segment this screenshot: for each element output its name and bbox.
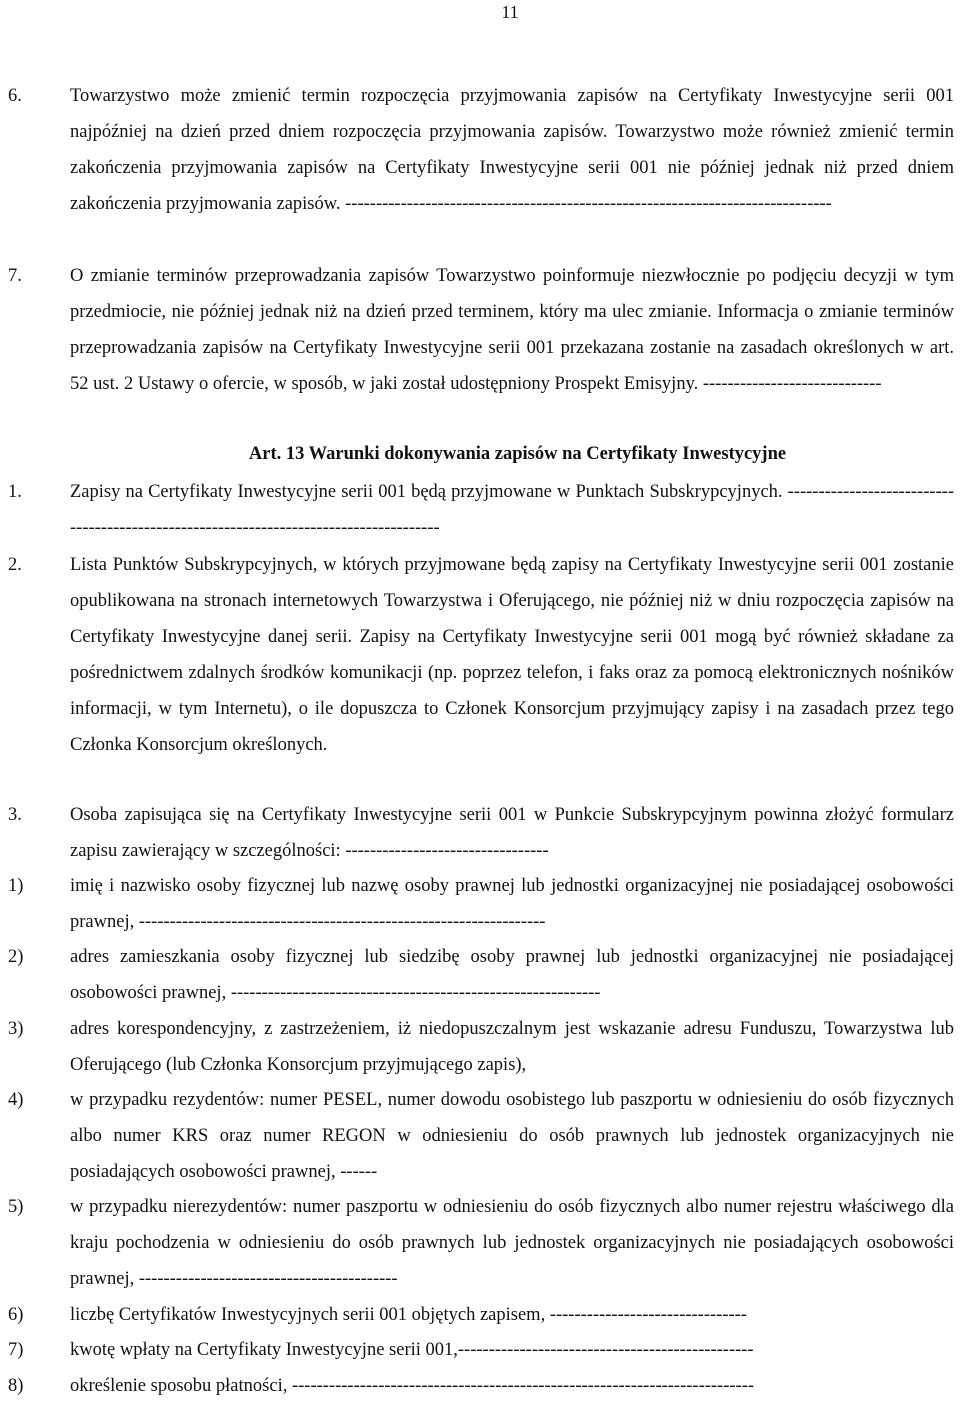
list-text: w przypadku rezydentów: numer PESEL, numer dowodu osobistego lub paszportu w odniesieniu do osób fizycznych albo numer KRS oraz numer REGON w odniesieniu do osób prawnych lub jednostek organizacyjnych nie posiadających osobowości prawnej, ------ [70, 1090, 954, 1182]
list-text: adres korespondencyjny, z zastrzeżeniem, iż niedopuszczalnym jest wskazanie adresu Funduszu, Towarzystwa lub Oferującego (lub Członka Konsorcjum przyjmującego zapis), [70, 1019, 954, 1075]
page-number: 11 [501, 2, 519, 22]
list-text: Lista Punktów Subskrypcyjnych, w których przyjmowane będą zapisy na Certyfikaty Inwestycyjne serii 001 zostanie opublikowana na stronach internetowych Towarzystwa i Oferującego, nie później niż w dniu rozpoczęcia zapisów na Certyfikaty Inwestycyjne danej serii. Zapisy na Certyfikaty Inwestycyjne serii 001 mogą być również składane za pośrednictwem zdalnych środków komunikacji (np. poprzez telefon, i faks oraz za pomocą elektronicznych nośników informacji, w tym Internetu), o ile dopuszcza to Członek Konsorcjum przyjmujący zapisy i na zasadach przez tego Członka Konsorcjum określonych. [70, 555, 954, 755]
list-text: Osoba zapisująca się na Certyfikaty Inwestycyjne serii 001 w Punkcie Subskrypcyjnym powinna złożyć formularz zapisu zawierający w szczególności: --------------------------------- [70, 805, 954, 861]
list-text: adres zamieszkania osoby fizycznej lub siedzibę osoby prawnej lub jednostki organizacyjnej nie posiadającej osobowości prawnej, ------------------------------------------------------------ [70, 947, 954, 1003]
list-text: imię i nazwisko osoby fizycznej lub nazwę osoby prawnej lub jednostki organizacyjnej nie posiadającej osobowości prawnej, ------------------------------------------------------------------ [70, 876, 954, 932]
list-number: 7. [8, 266, 22, 286]
list-text: Zapisy na Certyfikaty Inwestycyjne serii 001 będą przyjmowane w Punktach Subskrypcyjnych. --------------------------------------------------------------------------------------- [70, 482, 954, 538]
list-number: 3) [8, 1019, 24, 1039]
list-text: O zmianie terminów przeprowadzania zapisów Towarzystwo poinformuje niezwłocznie po podjęciu decyzji w tym przedmiocie, nie później jednak niż na dzień przed terminem, który ma ulec zmianie. Informacja o zmianie terminów przeprowadzania zapisów na Certyfikaty Inwestycyjne serii 001 przekazana zostanie na zasadach określonych w art. 52 ust. 2 Ustawy o ofercie, w sposób, w jaki został udostępniony Prospekt Emisyjny. ----------------------------- [70, 266, 954, 394]
list-number: 8) [8, 1376, 24, 1396]
list-number: 1) [8, 876, 24, 896]
list-text: określenie sposobu płatności, --------------------------------------------------------------------------- [70, 1376, 755, 1396]
list-number: 2) [8, 947, 24, 967]
list-text: w przypadku nierezydentów: numer paszportu w odniesieniu do osób fizycznych albo numer rejestru właściwego dla kraju pochodzenia w odniesieniu do osób prawnych lub jednostek organizacyjnych nie posiadających osobowości prawnej, ------------------------------------------ [70, 1197, 954, 1289]
article-title: Art. 13 Warunki dokonywania zapisów na Certyfikaty Inwestycyjne [248, 444, 787, 464]
list-number: 2. [8, 555, 22, 575]
list-number: 7) [8, 1340, 24, 1360]
list-text: liczbę Certyfikatów Inwestycyjnych serii 001 objętych zapisem, -------------------------------- [70, 1305, 747, 1325]
list-number: 5) [8, 1197, 24, 1217]
list-number: 3. [8, 805, 22, 825]
list-text: kwotę wpłaty na Certyfikaty Inwestycyjne serii 001,------------------------------------------------ [70, 1340, 754, 1360]
list-number: 1. [8, 482, 22, 502]
list-number: 4) [8, 1090, 24, 1110]
list-number: 6) [8, 1305, 24, 1325]
list-text: Towarzystwo może zmienić termin rozpoczęcia przyjmowania zapisów na Certyfikaty Inwestycyjne serii 001 najpóźniej na dzień przed dniem rozpoczęcia przyjmowania zapisów. Towarzystwo może również zmienić termin zakończenia przyjmowania zapisów na Certyfikaty Inwestycyjne serii 001 nie później jednak niż przed dniem zakończenia przyjmowania zapisów. ------------------------------------------------------------------------------- [70, 86, 954, 214]
list-number: 6. [8, 86, 22, 106]
